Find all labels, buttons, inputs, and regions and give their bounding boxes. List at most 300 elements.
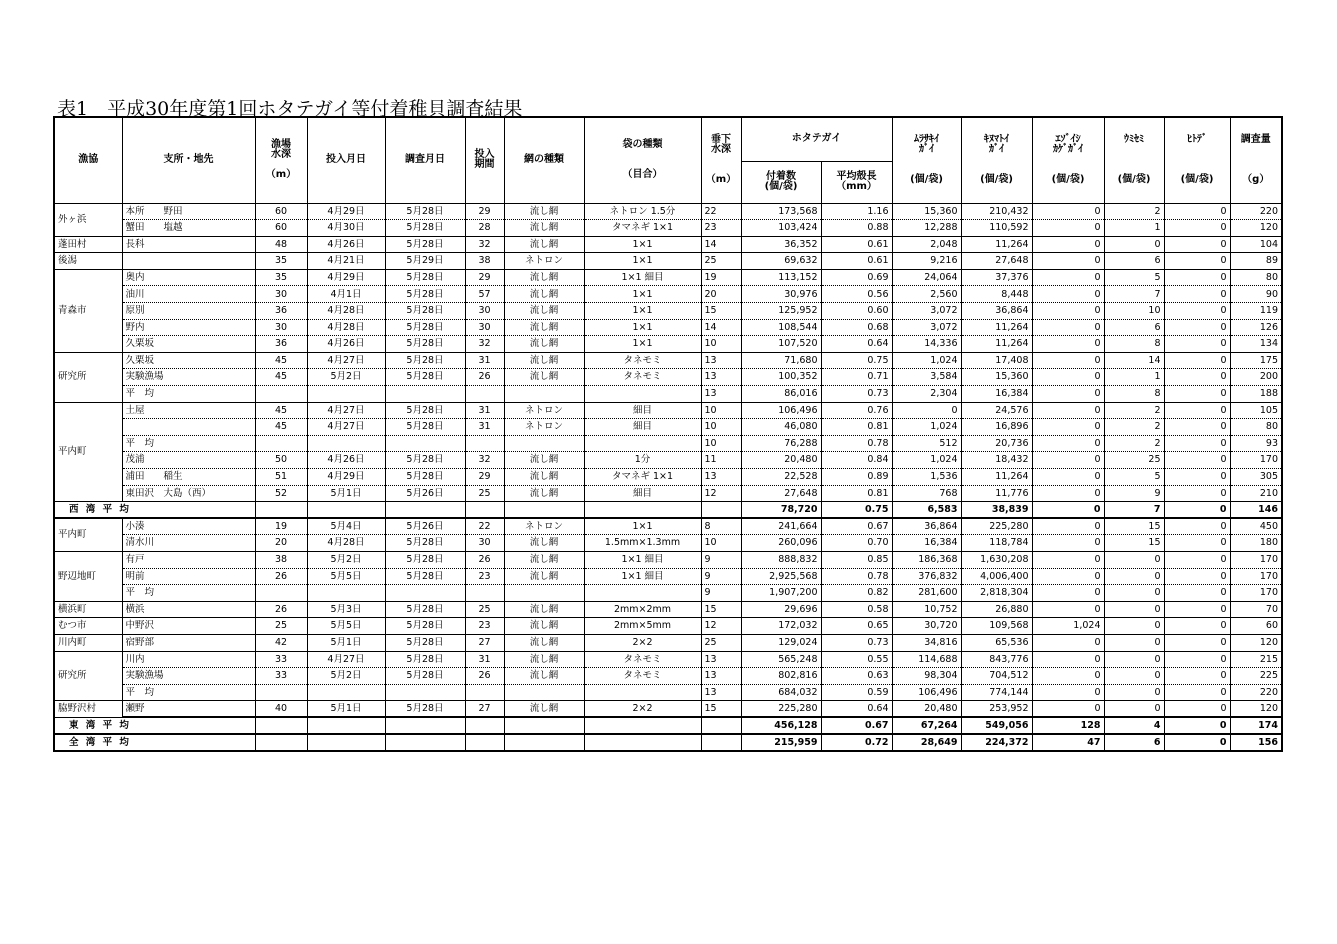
table-row	[54, 651, 1282, 668]
hang-cell: 15	[701, 701, 741, 718]
gyokyo-cell: 平内町	[54, 402, 122, 502]
header-umisemi: ｳﾐｾﾐ (個/袋)	[1104, 117, 1164, 203]
value-len: 0.88	[821, 220, 892, 237]
header-shisho: 支所・地先	[122, 117, 255, 203]
value-len: 0.60	[821, 303, 892, 320]
location-cell: 宿野部	[122, 634, 255, 651]
value-kin: 253,952	[961, 701, 1032, 718]
hang-cell: 13	[701, 386, 741, 403]
bag-cell: 1×1	[584, 286, 701, 303]
value-kin: 17,408	[961, 352, 1032, 369]
hang-cell: 15	[701, 601, 741, 618]
period-cell: 31	[465, 651, 504, 668]
value-wt: 90	[1230, 286, 1282, 303]
value-ezo: 0	[1032, 303, 1104, 320]
value-ezo: 0	[1032, 502, 1104, 519]
table-cell	[465, 717, 504, 734]
depth-cell: 35	[255, 253, 307, 270]
value-wt: 180	[1230, 535, 1282, 552]
value-len: 0.58	[821, 601, 892, 618]
value-hit: 0	[1164, 435, 1230, 452]
bag-cell: 1×1	[584, 236, 701, 253]
value-cnt: 456,128	[741, 717, 821, 734]
value-wt: 210	[1230, 485, 1282, 502]
value-wt: 220	[1230, 684, 1282, 701]
header-murasaki: ﾑﾗｻｷｲ ｶﾞｲ (個/袋)	[892, 117, 961, 203]
depth-cell: 51	[255, 469, 307, 486]
depth-cell: 45	[255, 369, 307, 386]
value-cnt: 22,528	[741, 469, 821, 486]
summary-row	[54, 502, 1282, 519]
depth-cell: 26	[255, 568, 307, 585]
date-in-cell: 4月26日	[307, 336, 385, 353]
date-in-cell: 5月3日	[307, 601, 385, 618]
value-kin: 774,144	[961, 684, 1032, 701]
value-cnt: 106,496	[741, 402, 821, 419]
depth-cell: 60	[255, 203, 307, 220]
value-ezo: 0	[1032, 253, 1104, 270]
value-hit: 0	[1164, 386, 1230, 403]
bag-cell: タマネギ 1×1	[584, 220, 701, 237]
value-umi: 2	[1104, 435, 1164, 452]
value-umi: 5	[1104, 269, 1164, 286]
value-umi: 9	[1104, 485, 1164, 502]
hang-cell: 15	[701, 303, 741, 320]
hang-cell: 12	[701, 485, 741, 502]
value-umi: 0	[1104, 634, 1164, 651]
table-cell	[584, 717, 701, 734]
header-ezo: ｴｿﾞｲｼ ｶｹﾞｶﾞｲ (個/袋)	[1032, 117, 1104, 203]
hang-cell: 9	[701, 585, 741, 602]
value-kin: 110,592	[961, 220, 1032, 237]
location-cell: 土屋	[122, 402, 255, 419]
value-len: 0.68	[821, 319, 892, 336]
value-cnt: 225,280	[741, 701, 821, 718]
value-ezo: 0	[1032, 535, 1104, 552]
depth-cell: 30	[255, 286, 307, 303]
hang-cell: 25	[701, 634, 741, 651]
table-row	[54, 386, 1282, 403]
period-cell: 30	[465, 319, 504, 336]
value-len: 0.65	[821, 618, 892, 635]
value-umi: 6	[1104, 734, 1164, 751]
date-survey-cell: 5月26日	[385, 518, 465, 535]
value-cnt: 684,032	[741, 684, 821, 701]
date-in-cell: 4月30日	[307, 220, 385, 237]
hang-cell: 19	[701, 269, 741, 286]
date-in-cell: 4月29日	[307, 469, 385, 486]
hang-cell: 22	[701, 203, 741, 220]
depth-cell: 38	[255, 551, 307, 568]
gyokyo-cell: 野辺地町	[54, 551, 122, 601]
location-cell: 蟹田 塩越	[122, 220, 255, 237]
value-wt: 170	[1230, 452, 1282, 469]
table-cell	[255, 717, 307, 734]
net-cell	[504, 435, 584, 452]
value-mur: 28,649	[892, 734, 961, 751]
value-ezo: 0	[1032, 402, 1104, 419]
period-cell: 30	[465, 535, 504, 552]
table-cell	[307, 717, 385, 734]
date-survey-cell: 5月28日	[385, 535, 465, 552]
net-cell: ネトロン	[504, 419, 584, 436]
date-survey-cell: 5月28日	[385, 369, 465, 386]
date-survey-cell: 5月28日	[385, 701, 465, 718]
date-survey-cell: 5月28日	[385, 286, 465, 303]
value-wt: 89	[1230, 253, 1282, 270]
value-hit: 0	[1164, 369, 1230, 386]
value-mur: 98,304	[892, 668, 961, 685]
value-ezo: 0	[1032, 336, 1104, 353]
value-ezo: 0	[1032, 369, 1104, 386]
header-count: 付着数 (個/袋)	[741, 161, 821, 203]
period-cell: 29	[465, 469, 504, 486]
depth-cell: 36	[255, 336, 307, 353]
value-umi: 0	[1104, 651, 1164, 668]
location-cell: 瀬野	[122, 701, 255, 718]
value-mur: 114,688	[892, 651, 961, 668]
date-survey-cell: 5月28日	[385, 618, 465, 635]
value-wt: 215	[1230, 651, 1282, 668]
period-cell: 31	[465, 352, 504, 369]
period-cell: 23	[465, 568, 504, 585]
bag-cell: 1×1 細目	[584, 269, 701, 286]
value-umi: 8	[1104, 336, 1164, 353]
net-cell: 流し網	[504, 701, 584, 718]
value-len: 0.85	[821, 551, 892, 568]
location-cell: 実験漁場	[122, 668, 255, 685]
gyokyo-cell: むつ市	[54, 618, 122, 635]
date-in-cell	[307, 684, 385, 701]
date-in-cell: 5月1日	[307, 701, 385, 718]
value-wt: 220	[1230, 203, 1282, 220]
value-kin: 224,372	[961, 734, 1032, 751]
date-survey-cell: 5月28日	[385, 352, 465, 369]
location-cell: 明前	[122, 568, 255, 585]
value-cnt: 215,959	[741, 734, 821, 751]
value-cnt: 241,664	[741, 518, 821, 535]
value-umi: 0	[1104, 236, 1164, 253]
hang-cell: 12	[701, 618, 741, 635]
value-wt: 120	[1230, 220, 1282, 237]
value-umi: 14	[1104, 352, 1164, 369]
value-wt: 70	[1230, 601, 1282, 618]
summary-label: 東 湾 平 均	[54, 717, 255, 734]
date-survey-cell: 5月28日	[385, 452, 465, 469]
value-ezo: 0	[1032, 568, 1104, 585]
value-wt: 104	[1230, 236, 1282, 253]
bag-cell	[584, 585, 701, 602]
bag-cell: 1分	[584, 452, 701, 469]
summary-label: 西 湾 平 均	[54, 502, 255, 519]
net-cell: ネトロン	[504, 518, 584, 535]
table-row	[54, 336, 1282, 353]
value-umi: 25	[1104, 452, 1164, 469]
value-kin: 549,056	[961, 717, 1032, 734]
date-survey-cell: 5月26日	[385, 485, 465, 502]
bag-cell: 1×1	[584, 518, 701, 535]
value-len: 0.69	[821, 269, 892, 286]
value-len: 0.75	[821, 502, 892, 519]
table-row	[54, 402, 1282, 419]
value-cnt: 113,152	[741, 269, 821, 286]
date-survey-cell: 5月28日	[385, 634, 465, 651]
value-kin: 11,776	[961, 485, 1032, 502]
period-cell	[465, 435, 504, 452]
value-kin: 109,568	[961, 618, 1032, 635]
header-bag: 袋の種類 （目合）	[584, 117, 701, 203]
value-umi: 7	[1104, 286, 1164, 303]
value-hit: 0	[1164, 684, 1230, 701]
value-wt: 450	[1230, 518, 1282, 535]
table-row	[54, 684, 1282, 701]
value-mur: 12,288	[892, 220, 961, 237]
date-in-cell: 4月27日	[307, 419, 385, 436]
value-wt: 225	[1230, 668, 1282, 685]
depth-cell	[255, 386, 307, 403]
gyokyo-cell: 研究所	[54, 651, 122, 701]
depth-cell	[255, 435, 307, 452]
table-row	[54, 485, 1282, 502]
hang-cell: 10	[701, 419, 741, 436]
date-survey-cell	[385, 585, 465, 602]
hang-cell: 25	[701, 253, 741, 270]
table-row	[54, 253, 1282, 270]
period-cell: 32	[465, 236, 504, 253]
location-cell: 茂浦	[122, 452, 255, 469]
value-ezo: 0	[1032, 651, 1104, 668]
value-ezo: 0	[1032, 518, 1104, 535]
date-survey-cell: 5月28日	[385, 220, 465, 237]
value-hit: 0	[1164, 618, 1230, 635]
value-wt: 119	[1230, 303, 1282, 320]
value-ezo: 0	[1032, 386, 1104, 403]
value-hit: 0	[1164, 518, 1230, 535]
value-umi: 0	[1104, 684, 1164, 701]
value-mur: 67,264	[892, 717, 961, 734]
hang-cell: 14	[701, 319, 741, 336]
table-row	[54, 269, 1282, 286]
value-len: 0.63	[821, 668, 892, 685]
value-hit: 0	[1164, 303, 1230, 320]
period-cell: 26	[465, 668, 504, 685]
value-hit: 0	[1164, 535, 1230, 552]
value-len: 0.67	[821, 717, 892, 734]
bag-cell: タネモミ	[584, 352, 701, 369]
period-cell: 26	[465, 551, 504, 568]
value-len: 0.78	[821, 435, 892, 452]
period-cell: 27	[465, 634, 504, 651]
bag-cell	[584, 684, 701, 701]
gyokyo-cell: 青森市	[54, 269, 122, 352]
value-cnt: 69,632	[741, 253, 821, 270]
location-cell: 野内	[122, 319, 255, 336]
value-mur: 768	[892, 485, 961, 502]
hang-cell: 10	[701, 435, 741, 452]
date-in-cell: 5月4日	[307, 518, 385, 535]
date-in-cell: 4月28日	[307, 319, 385, 336]
net-cell: 流し網	[504, 551, 584, 568]
table-cell	[385, 502, 465, 519]
value-ezo: 0	[1032, 452, 1104, 469]
value-len: 0.82	[821, 585, 892, 602]
date-in-cell: 5月5日	[307, 618, 385, 635]
value-ezo: 0	[1032, 585, 1104, 602]
value-umi: 6	[1104, 253, 1164, 270]
value-kin: 118,784	[961, 535, 1032, 552]
table-cell	[701, 502, 741, 519]
value-kin: 27,648	[961, 253, 1032, 270]
value-umi: 0	[1104, 601, 1164, 618]
hang-cell: 13	[701, 352, 741, 369]
period-cell: 23	[465, 618, 504, 635]
location-cell: 清水川	[122, 535, 255, 552]
value-kin: 16,896	[961, 419, 1032, 436]
date-survey-cell	[385, 386, 465, 403]
table-row	[54, 601, 1282, 618]
location-cell: 奥内	[122, 269, 255, 286]
gyokyo-cell: 研究所	[54, 352, 122, 402]
depth-cell: 35	[255, 269, 307, 286]
table-cell	[255, 734, 307, 751]
net-cell: 流し網	[504, 452, 584, 469]
value-mur: 1,024	[892, 419, 961, 436]
value-ezo: 47	[1032, 734, 1104, 751]
value-cnt: 29,696	[741, 601, 821, 618]
header-date-survey: 調査月日	[385, 117, 465, 203]
value-kin: 24,576	[961, 402, 1032, 419]
value-kin: 65,536	[961, 634, 1032, 651]
value-mur: 15,360	[892, 203, 961, 220]
hang-cell: 13	[701, 369, 741, 386]
summary-row	[54, 734, 1282, 751]
date-survey-cell: 5月28日	[385, 203, 465, 220]
value-hit: 0	[1164, 717, 1230, 734]
hang-cell: 20	[701, 286, 741, 303]
value-mur: 6,583	[892, 502, 961, 519]
period-cell: 30	[465, 303, 504, 320]
value-ezo: 0	[1032, 269, 1104, 286]
table-row	[54, 435, 1282, 452]
net-cell: 流し網	[504, 601, 584, 618]
location-cell: 本所 野田	[122, 203, 255, 220]
depth-cell: 48	[255, 236, 307, 253]
net-cell: 流し網	[504, 469, 584, 486]
value-mur: 36,864	[892, 518, 961, 535]
net-cell: 流し網	[504, 236, 584, 253]
gyokyo-cell: 平内町	[54, 518, 122, 551]
header-row	[54, 117, 1282, 161]
hang-cell: 8	[701, 518, 741, 535]
value-hit: 0	[1164, 668, 1230, 685]
table-cell	[465, 734, 504, 751]
value-mur: 2,560	[892, 286, 961, 303]
hang-cell: 10	[701, 402, 741, 419]
location-cell: 有戸	[122, 551, 255, 568]
value-ezo: 0	[1032, 684, 1104, 701]
bag-cell: 細目	[584, 402, 701, 419]
depth-cell: 60	[255, 220, 307, 237]
net-cell: 流し網	[504, 369, 584, 386]
value-hit: 0	[1164, 734, 1230, 751]
table-row	[54, 352, 1282, 369]
value-mur: 34,816	[892, 634, 961, 651]
value-umi: 0	[1104, 551, 1164, 568]
value-umi: 1	[1104, 220, 1164, 237]
value-wt: 174	[1230, 717, 1282, 734]
depth-cell: 45	[255, 352, 307, 369]
value-len: 0.70	[821, 535, 892, 552]
location-cell: 小湊	[122, 518, 255, 535]
value-mur: 9,216	[892, 253, 961, 270]
table-cell	[584, 502, 701, 519]
date-in-cell: 5月1日	[307, 485, 385, 502]
value-kin: 26,880	[961, 601, 1032, 618]
depth-cell: 45	[255, 402, 307, 419]
hang-cell: 9	[701, 568, 741, 585]
date-in-cell: 4月26日	[307, 236, 385, 253]
value-kin: 11,264	[961, 469, 1032, 486]
bag-cell: 1×1	[584, 336, 701, 353]
table-cell	[701, 734, 741, 751]
bag-cell: 2mm×5mm	[584, 618, 701, 635]
net-cell	[504, 684, 584, 701]
bag-cell: 2×2	[584, 701, 701, 718]
value-cnt: 129,024	[741, 634, 821, 651]
date-survey-cell: 5月28日	[385, 551, 465, 568]
value-hit: 0	[1164, 419, 1230, 436]
date-in-cell: 5月2日	[307, 551, 385, 568]
value-mur: 1,536	[892, 469, 961, 486]
table-row	[54, 319, 1282, 336]
header-length: 平均殻長 （mm）	[821, 161, 892, 203]
value-kin: 15,360	[961, 369, 1032, 386]
value-cnt: 173,568	[741, 203, 821, 220]
date-survey-cell: 5月28日	[385, 668, 465, 685]
value-cnt: 172,032	[741, 618, 821, 635]
gyokyo-cell: 後潟	[54, 253, 122, 270]
value-mur: 3,072	[892, 319, 961, 336]
bag-cell: 1×1	[584, 303, 701, 320]
date-survey-cell: 5月28日	[385, 269, 465, 286]
depth-cell: 25	[255, 618, 307, 635]
survey-table	[53, 116, 1283, 752]
header-depth: 漁場 水深 （m）	[255, 117, 307, 203]
value-cnt: 78,720	[741, 502, 821, 519]
value-umi: 0	[1104, 668, 1164, 685]
value-ezo: 0	[1032, 435, 1104, 452]
table-cell	[307, 734, 385, 751]
header-period: 投入 期間	[465, 117, 504, 203]
bag-cell: 1×1	[584, 253, 701, 270]
value-len: 0.84	[821, 452, 892, 469]
depth-cell	[255, 585, 307, 602]
header-hang: 垂下 水深 （m）	[701, 117, 741, 203]
date-in-cell	[307, 435, 385, 452]
value-len: 0.76	[821, 402, 892, 419]
value-hit: 0	[1164, 220, 1230, 237]
header-hitode: ﾋﾄﾃﾞ (個/袋)	[1164, 117, 1230, 203]
value-kin: 11,264	[961, 236, 1032, 253]
bag-cell: 1×1 細目	[584, 551, 701, 568]
value-hit: 0	[1164, 402, 1230, 419]
hang-cell: 11	[701, 452, 741, 469]
depth-cell: 33	[255, 668, 307, 685]
value-wt: 120	[1230, 634, 1282, 651]
date-in-cell: 4月21日	[307, 253, 385, 270]
bag-cell: タネモミ	[584, 651, 701, 668]
value-cnt: 36,352	[741, 236, 821, 253]
